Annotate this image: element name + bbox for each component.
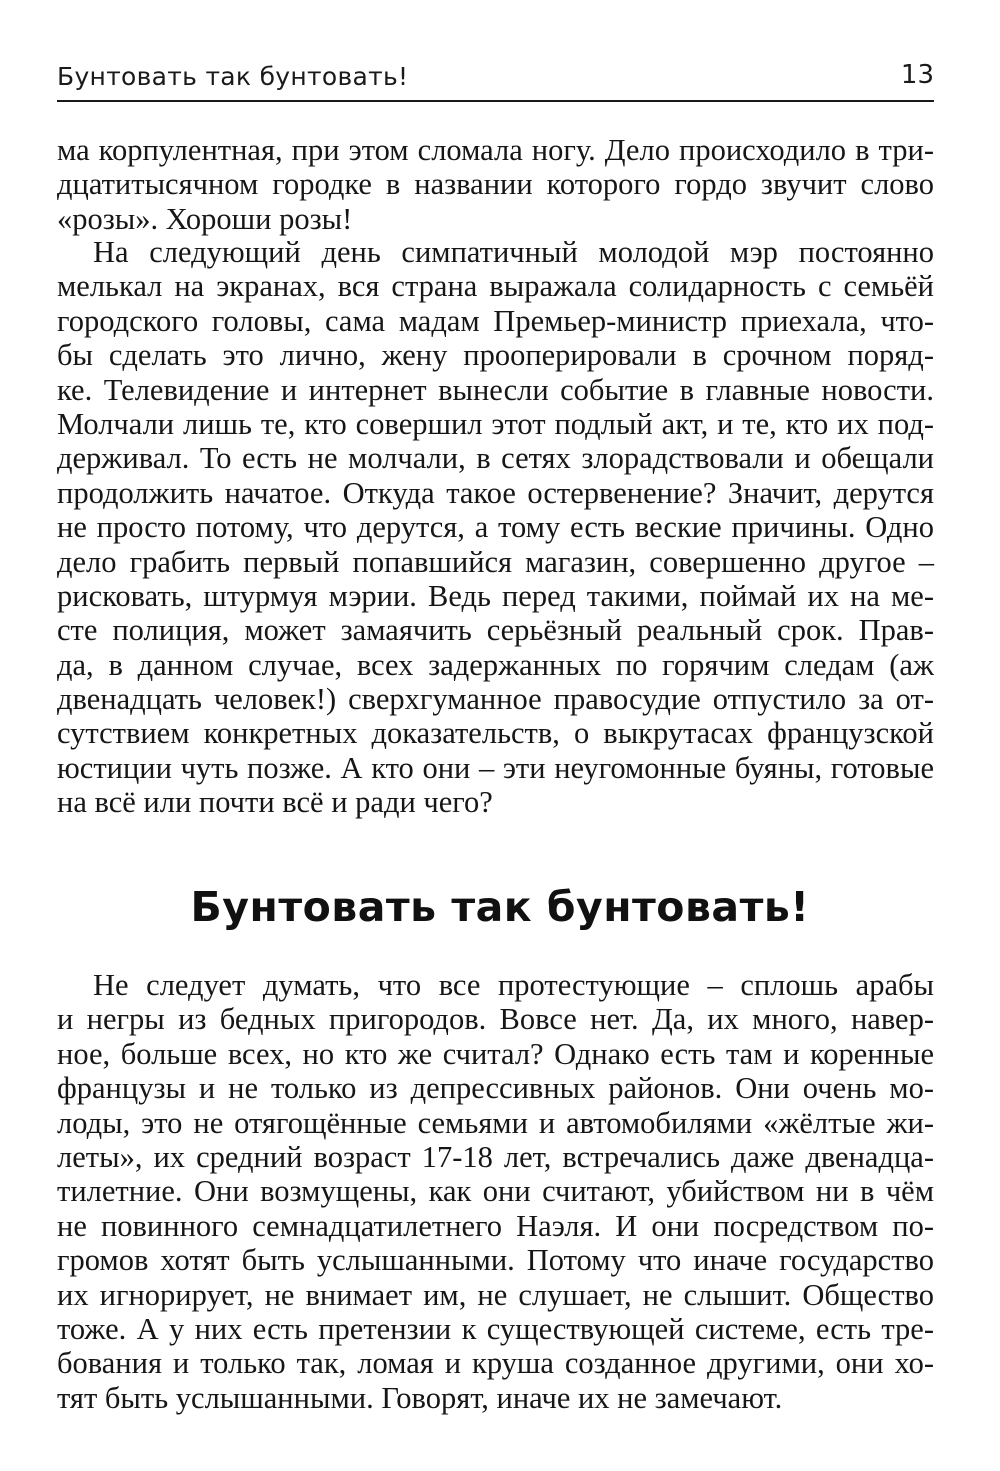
text-line: сте полиция, может замаячить серьёзный реальный срок. Прав-	[57, 613, 934, 648]
text-line: на всё или почти всё и ради чего?	[57, 785, 493, 820]
text-line: тилетние. Они возмущены, как они считают, убийством ни в чём	[57, 1174, 934, 1209]
text-line: французы и не только из депрессивных районов. Они очень мо-	[57, 1071, 934, 1106]
text-line: «розы». Хороши розы!	[57, 201, 353, 236]
paragraph-continued	[57, 133, 934, 236]
text-line: сутствием конкретных доказательств, о выкрутасах французской	[57, 716, 934, 751]
text-line: дцатитысячном городке в названии которого гордо звучит слово	[57, 167, 934, 202]
text-line: и негры из бедных пригородов. Вовсе нет. Да, их много, навер-	[57, 1002, 934, 1037]
text-line: дело грабить первый попавшийся магазин, совершенно другое –	[57, 544, 934, 579]
text-line: тят быть услышанными. Говорят, иначе их не замечают.	[57, 1380, 783, 1415]
text-line: бы сделать это лично, жену прооперировали в срочном поряд-	[57, 338, 934, 373]
section-heading: Бунтовать так бунтовать!	[190, 883, 810, 931]
text-line: продолжить начатое. Откуда такое остервенение? Значит, дерутся	[57, 475, 934, 510]
text-line: Не следует думать, что все протестующие – сплошь арабы	[93, 968, 934, 1002]
page-number: 13	[900, 60, 934, 90]
text-line: бования и только так, ломая и круша созданное другими, они хо-	[57, 1346, 934, 1381]
running-header	[57, 56, 934, 102]
text-line: юстиции чуть позже. А кто они – эти неугомонные буяны, готовые	[57, 750, 934, 785]
text-line: не просто потому, что дерутся, а тому есть веские причины. Одно	[57, 510, 934, 545]
text-line: мелькал на экранах, вся страна выражала солидарность с семьёй	[57, 269, 934, 304]
text-line: городского головы, сама мадам Премьер-министр приехала, что-	[57, 303, 934, 338]
text-line: да, в данном случае, всех задержанных по горячим следам (аж	[57, 647, 934, 682]
text-line: тоже. А у них есть претензии к существующей системе, есть тре-	[57, 1311, 934, 1346]
text-line: двенадцать человек!) сверхгуманное правосудие отпустило за от-	[57, 682, 934, 717]
running-title: Бунтовать так бунтовать!	[57, 62, 409, 91]
text-line: леты», их средний возраст 17-18 лет, встречались даже двенадца-	[57, 1139, 934, 1174]
text-line: рисковать, штурмуя мэрии. Ведь перед такими, поймай их на ме-	[57, 578, 934, 613]
text-line: ма корпулентная, при этом сломала ногу. Дело происходило в три-	[57, 133, 934, 167]
paragraph-protesters	[57, 968, 934, 1415]
text-line: не повинного семнадцатилетнего Наэля. И они посредством по-	[57, 1208, 934, 1243]
text-line: громов хотят быть услышанными. Потому что иначе государство	[57, 1243, 934, 1278]
paragraph-mayor	[57, 235, 934, 820]
text-line: лоды, это не отягощённые семьями и автомобилями «жёлтые жи-	[57, 1105, 934, 1140]
text-line: держивал. То есть не молчали, в сетях злорадствовали и обещали	[57, 441, 934, 476]
text-line: Молчали лишь те, кто совершил этот подлый акт, и те, кто их под-	[57, 406, 934, 441]
text-line: ке. Телевидение и интернет вынесли событие в главные новости.	[57, 372, 934, 407]
text-line: их игнорирует, не внимает им, не слушает, не слышит. Общество	[57, 1277, 934, 1312]
text-line: ное, больше всех, но кто же считал? Однако есть там и коренные	[57, 1036, 934, 1071]
text-line: На следующий день симпатичный молодой мэр постоянно	[93, 235, 934, 269]
